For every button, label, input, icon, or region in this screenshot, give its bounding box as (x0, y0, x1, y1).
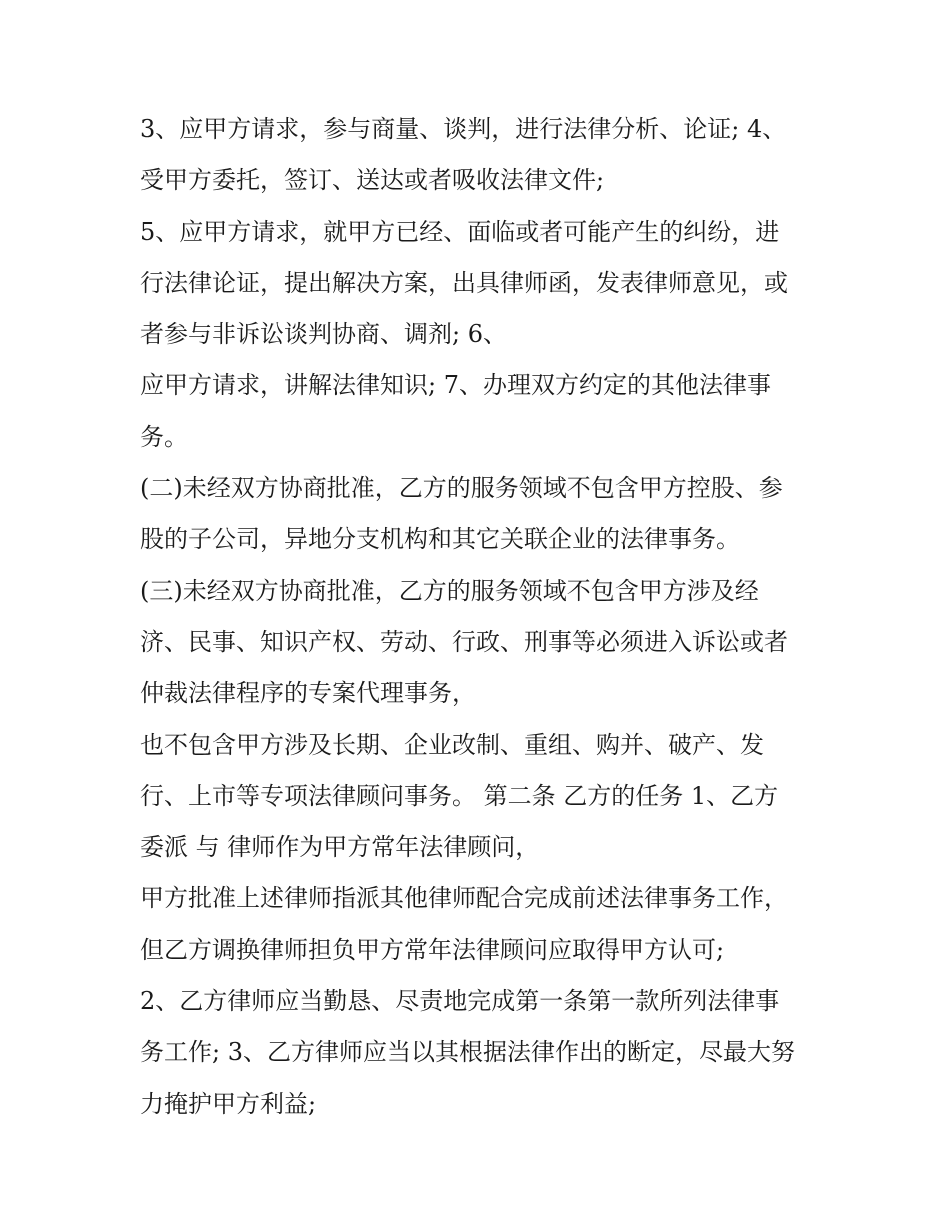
text-line: 行、上市等专项法律顾问事务。 第二条 乙方的任务 1、乙方 (140, 781, 779, 810)
text-line: 5、应甲方请求，就甲方已经、面临或者可能产生的纠纷，进 (140, 217, 780, 246)
text-line: 受甲方委托，签订、送达或者吸收法律文件; (140, 166, 605, 195)
text-line: 股的子公司，异地分支机构和其它关联企业的法律事务。 (140, 525, 740, 554)
contract-text (140, 104, 830, 1130)
text-line: 但乙方调换律师担负甲方常年法律顾问应取得甲方认可; (140, 935, 725, 964)
text-line: (三)未经双方协商批准，乙方的服务领域不包含甲方涉及经 (140, 576, 759, 605)
text-line: 者参与非诉讼谈判协商、调剂; 6、 (140, 320, 507, 349)
text-line: 济、民事、知识产权、劳动、行政、刑事等必须进入诉讼或者 (140, 627, 788, 656)
text-line: 委派 与 律师作为甲方常年法律顾问， (140, 833, 540, 862)
text-line: 2、乙方律师应当勤恳、尽责地完成第一条第一款所列法律事 (140, 987, 780, 1016)
text-line: 应甲方请求，讲解法律知识; 7、办理双方约定的其他法律事 (140, 371, 771, 400)
text-line: 行法律论证，提出解决方案，出具律师函，发表律师意见，或 (140, 268, 788, 297)
text-line: 3、应甲方请求，参与商量、谈判，进行法律分析、论证; 4、 (140, 115, 787, 143)
text-line: 仲裁法律程序的专案代理事务， (140, 679, 476, 708)
text-line: 也不包含甲方涉及长期、企业改制、重组、购并、破产、发 (140, 730, 764, 759)
text-line: (二)未经双方协商批准，乙方的服务领域不包含甲方控股、参 (140, 474, 783, 503)
text-line: 甲方批准上述律师指派其他律师配合完成前述法律事务工作， (140, 884, 788, 913)
text-line: 务。 (140, 422, 188, 451)
text-line: 力掩护甲方利益; (140, 1089, 317, 1118)
text-line: 务工作; 3、乙方律师应当以其根据法律作出的断定，尽最大努 (140, 1038, 795, 1067)
